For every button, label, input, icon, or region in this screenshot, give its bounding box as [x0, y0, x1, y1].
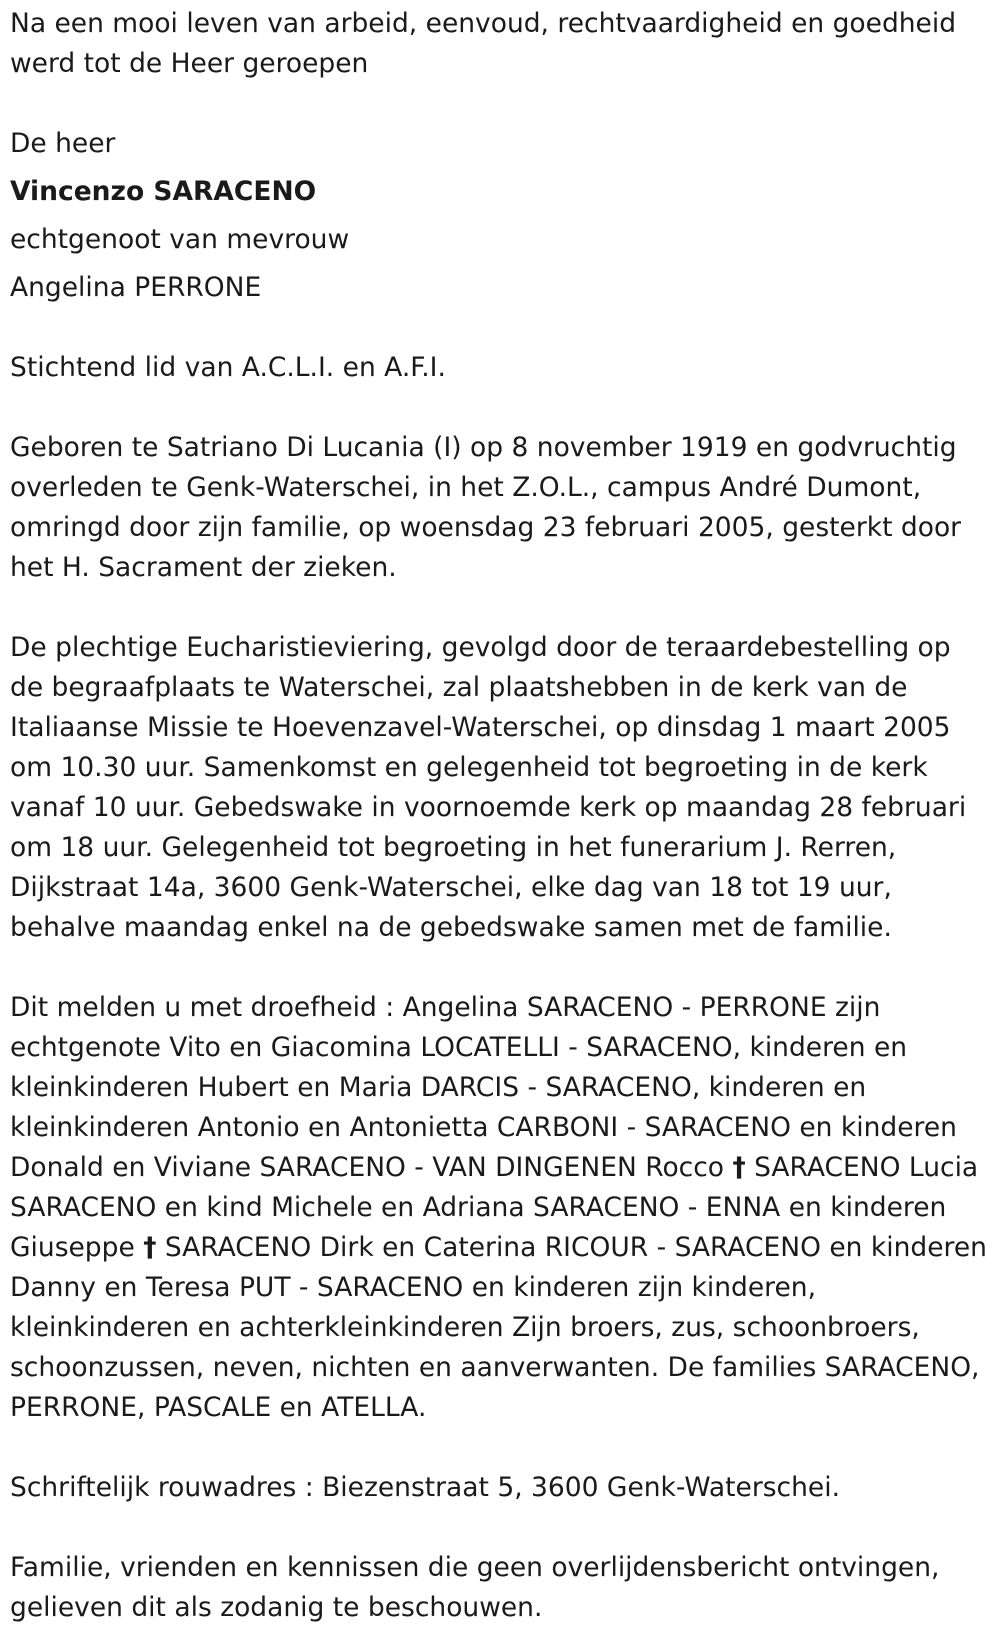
spacer — [10, 588, 990, 628]
spacer — [10, 1428, 990, 1468]
birth-death-paragraph: Geboren te Satriano Di Lucania (I) op 8 november 1919 en godvruchtig overleden te Genk-Waterschei, in het Z.O.L., campus André Dumont, omringd door zijn familie, op woensdag 23 februari 2005, gesterkt door het H. Sacrament der zieken. — [10, 432, 962, 583]
spacer — [10, 84, 990, 124]
spacer — [10, 308, 990, 348]
announcement-part-2: SARACENO Lucia SARACENO en kind Michele en Adriana SARACENO - ENNA en kinderen Giuseppe — [10, 1152, 979, 1263]
spacer — [10, 388, 990, 428]
closing-paragraph: Familie, vrienden en kennissen die geen overlijdensbericht ontvingen, gelieven dit als zodanig te beschouwen. — [10, 1552, 940, 1623]
announcement-paragraph — [10, 988, 990, 1428]
intro-text: Na een mooi leven van arbeid, eenvoud, rechtvaardigheid en goedheid werd tot de Heer geroepen — [10, 8, 957, 79]
spouse-name: Angelina PERRONE — [10, 272, 262, 303]
spacer — [10, 948, 990, 988]
cross-icon: † — [143, 1232, 157, 1263]
spacer — [10, 1508, 990, 1548]
spacer — [10, 260, 990, 268]
announcement-part-1: Dit melden u met droefheid : Angelina SARACENO - PERRONE zijn echtgenote Vito en Giacomina LOCATELLI - SARACENO, kinderen en kleinkinderen Hubert en Maria DARCIS - SARACENO, kinderen en kleinkinderen Antonio en Antonietta CARBONI - SARACENO en kinderen Donald en Viviane SARACENO - VAN DINGENEN Rocco — [10, 992, 957, 1183]
deceased-name: Vincenzo SARACENO — [10, 176, 317, 207]
cross-icon: † — [732, 1152, 746, 1183]
address-text: Schriftelijk rouwadres : Biezenstraat 5, 3600 Genk-Waterschei. — [10, 1472, 840, 1503]
spouse-label: echtgenoot van mevrouw — [10, 224, 350, 255]
spacer — [10, 212, 990, 220]
ceremony-paragraph: De plechtige Eucharistieviering, gevolgd door de teraardebestelling op de begraafplaats te Waterschei, zal plaatshebben in de kerk van de Italiaanse Missie te Hoevenzavel-Waterschei, op dinsdag 1 maart 2005 om 10.30 uur. Samenkomst en gelegenheid tot begroeting in de kerk vanaf 10 uur. Gebedswake in voornoemde kerk op maandag 28 februari om 18 uur. Gelegenheid tot begroeting in het funerarium J. Rerren, Dijkstraat 14a, 3600 Genk-Waterschei, elke dag van 18 tot 19 uur, behalve maandag enkel na de gebedswake samen met de familie. — [10, 632, 967, 943]
announcement-part-3: SARACENO Dirk en Caterina RICOUR - SARACENO en kinderen Danny en Teresa PUT - SARACENO en kinderen zijn kinderen, kleinkinderen en achterkleinkinderen Zijn broers, zus, schoonbroers, schoonzussen, neven, nichten en aanverwanten. De families SARACENO, PERRONE, PASCALE en ATELLA. — [10, 1232, 987, 1423]
salutation: De heer — [10, 128, 116, 159]
membership-text: Stichtend lid van A.C.L.I. en A.F.I. — [10, 352, 446, 383]
spacer — [10, 164, 990, 172]
